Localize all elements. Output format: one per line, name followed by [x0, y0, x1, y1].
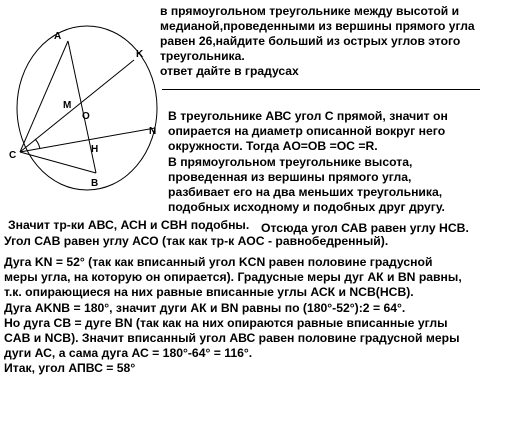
segment-CA	[20, 41, 68, 152]
final-answer: Итак, угол АПВС = 58°	[4, 361, 136, 376]
solution-line: разбивает его на два меньших треугольника,	[168, 185, 443, 200]
solution-line: опирается на диаметр описанной вокруг него	[168, 124, 446, 139]
similarity-consequence: Отсюда угол САВ равен углу НСВ.	[261, 221, 469, 235]
label-H: H	[91, 144, 99, 155]
segment-CK	[20, 60, 134, 152]
divider-line	[162, 89, 480, 90]
solution-line: меры угла, на которую он опирается). Градусные меры дуг АК и BN равны,	[4, 270, 462, 285]
solution-line: Дуга АKNB = 180°, значит дуги АК и BN равны по (180°-52°):2 = 64°.	[4, 300, 406, 315]
solution-line: т.к. опирающиеся на них равные вписанные углы АСК и NCB(HCB).	[4, 285, 414, 300]
problem-answer-format: ответ дайте в градусах	[160, 64, 299, 78]
label-K: K	[136, 49, 144, 60]
label-B: B	[91, 178, 99, 189]
solution-line: подобных исходному и подобных друг другу.	[168, 200, 445, 215]
solution-line: окружности. Тогда АО=ОВ =ОС =R.	[168, 139, 378, 154]
solution-line: В треугольнике АВС угол С прямой, значит он	[168, 109, 448, 123]
solution-line: Дуга KN = 52° (так как вписанный угол KCN равен половине градусной	[4, 255, 433, 269]
solution-line: CAB и NCB). Значит вписанный угол АВС равен половине градусной меры	[4, 331, 460, 346]
isosceles-statement: Угол САВ равен углу АСО (так как тр-к АОС - равнобедренный).	[4, 234, 389, 248]
geometry-figure	[0, 14, 162, 204]
label-M: M	[63, 100, 72, 111]
label-N: N	[149, 126, 157, 137]
label-A: A	[54, 31, 62, 42]
solution-line: дуги АС, а сама дуга АС = 180°-64° = 116°.	[4, 346, 253, 361]
label-O: O	[82, 111, 90, 122]
solution-intro	[168, 109, 448, 215]
solution-line: проведенная из вершины прямого угла,	[168, 169, 412, 184]
problem-line: в прямоугольном треугольнике между высотой и	[160, 4, 460, 18]
problem-line: медианой,проведенными из вершины прямого угла	[160, 19, 475, 33]
segment-CB	[20, 152, 96, 173]
solution-line: В прямоугольном треугольнике высота,	[168, 154, 413, 169]
problem-line: треугольника.	[160, 49, 245, 63]
solution-line: Но дуга СВ = дуге BN (так как на них опираются равные вписанные углы	[4, 315, 448, 330]
problem-statement	[160, 4, 506, 79]
angle-mark-C	[35, 139, 40, 149]
arc-computation	[4, 255, 462, 377]
similarity-conclusion: Значит тр-ки АВС, АСН и СВН подобны.	[8, 218, 250, 232]
label-C: C	[9, 150, 17, 161]
problem-line: равен 26,найдите больший из острых углов этого	[160, 34, 461, 48]
